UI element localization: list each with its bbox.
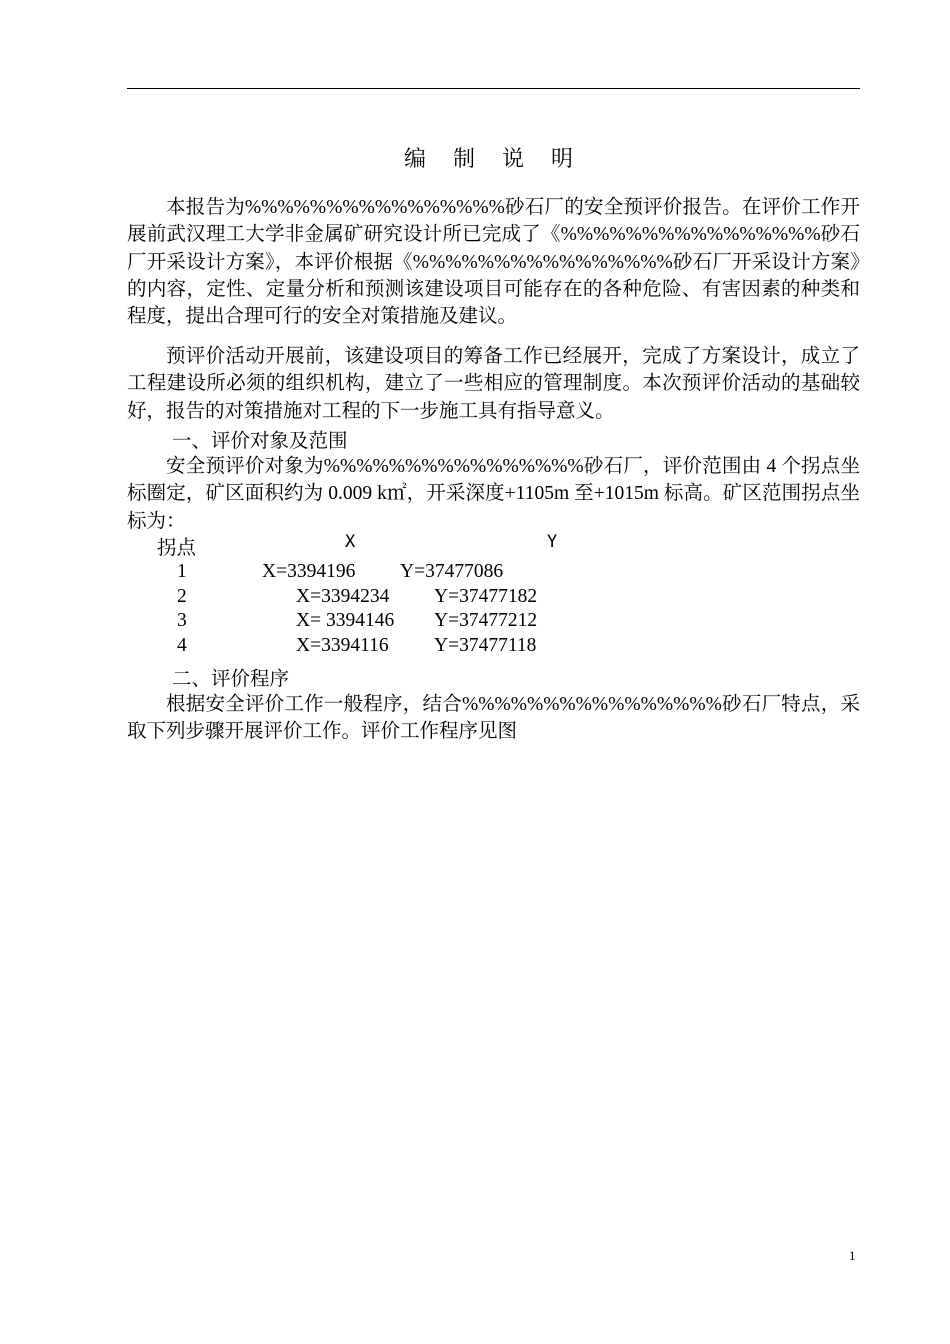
header-rule xyxy=(127,88,860,89)
y-coordinate: Y=37477182 xyxy=(434,586,538,607)
table-header-x: X xyxy=(345,532,356,552)
section-1-text: 安全预评价对象为%%%%%%%%%%%%%%%%砂石厂，评价范围由 4 个拐点坐标圈定，矿区面积约为 0.009 k㎡，开采深度+1105m 至+1015m 标高。矿区范围拐点坐标为： xyxy=(127,456,860,532)
table-header-y: Y xyxy=(547,532,558,552)
page-number: 1 xyxy=(849,1248,856,1263)
y-coordinate: Y=37477212 xyxy=(434,610,538,631)
point-number: 3 xyxy=(177,610,187,631)
y-coordinate: Y=37477086 xyxy=(400,561,504,582)
point-number: 1 xyxy=(177,561,187,582)
x-coordinate: X=3394234 xyxy=(296,586,390,607)
intro-paragraph-2: 预评价活动开展前，该建设项目的筹备工作已经展开，完成了方案设计，成立了工程建设所必须的组织机构，建立了一些相应的管理制度。本次预评价活动的基础较好，报告的对策措施对工程的下一步施工具有指导意义。 xyxy=(127,346,860,422)
section-2-text: 根据安全评价工作一般程序，结合%%%%%%%%%%%%%%%%砂石厂特点，采取下列步骤开展评价工作。评价工作程序见图 xyxy=(127,694,860,743)
y-coordinate: Y=37477118 xyxy=(434,635,537,656)
table-header-point: 拐点 xyxy=(157,538,197,559)
point-number: 2 xyxy=(177,586,187,607)
section-1-heading: 一、评价对象及范围 xyxy=(172,429,348,452)
intro-paragraph-1: 本报告为%%%%%%%%%%%%%%%%砂石厂的安全预评价报告。在评价工作开展前武汉理工大学非金属矿研究设计所已完成了《%%%%%%%%%%%%%%%%砂石厂开采设计方案》，本评价根据《%%%%%%%%%%%%%%%%砂石厂开采设计方案》的内容，定性、定量分析和预测该建设项目可能存在的各种危险、有害因素的种类和程度，提出合理可行的安全对策措施及建议。 xyxy=(127,197,860,328)
point-number: 4 xyxy=(177,635,187,656)
x-coordinate: X=3394196 xyxy=(262,561,356,582)
section-2-heading: 二、评价程序 xyxy=(172,667,290,690)
page-title: 编 制 说 明 xyxy=(404,147,583,172)
x-coordinate: X=3394116 xyxy=(296,635,389,656)
x-coordinate: X= 3394146 xyxy=(296,610,395,631)
